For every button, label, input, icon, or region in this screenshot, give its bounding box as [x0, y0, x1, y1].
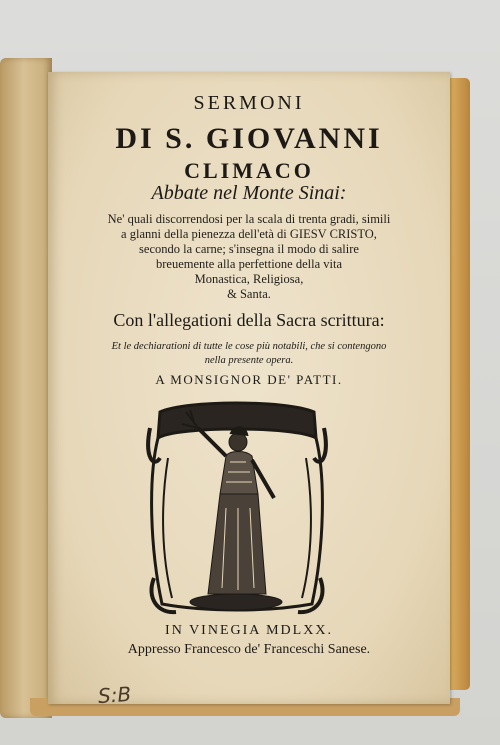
declarations-line: nella presente opera. — [204, 355, 294, 366]
imprint-place-year: IN VINEGIA MDLXX. — [165, 623, 333, 638]
description-line: breuemente alla perfettione della vita — [155, 257, 343, 271]
declarations-line: Et le dechiarationi di tutte le cose più notabili, che si contengono — [111, 341, 387, 352]
description-line: Monastica, Religiosa, — [194, 272, 304, 286]
handwritten-mark: S:B — [97, 681, 132, 709]
title-page — [48, 72, 450, 704]
description-line: & Santa. — [227, 287, 271, 301]
description-line: a glanni della pienezza dell'età di GIESV CRISTO, — [121, 227, 377, 241]
dedication-line: A MONSIGNOR DE' PATTI. — [155, 372, 343, 387]
printer-device-woodcut — [146, 398, 328, 620]
description-line: Ne' quali discorrendosi per la scala di trenta gradi, simili — [107, 212, 391, 226]
title-line-author: DI S. GIOVANNI — [115, 122, 383, 155]
description-line: secondo la carne; s'insegna il modo di salire — [139, 242, 359, 256]
declarations-block — [48, 340, 450, 368]
allegations-line: Con l'allegationi della Sacra scrittura: — [113, 310, 385, 330]
title-line-sermoni: SERMONI — [193, 92, 305, 114]
title-line-climaco: CLIMACO — [184, 158, 314, 183]
title-line-abbate: Abbate nel Monte Sinai: — [151, 182, 347, 204]
book-left-edge — [0, 58, 52, 718]
imprint-printer: Appresso Francesco de' Franceschi Sanese. — [127, 642, 371, 657]
description-block — [48, 212, 450, 302]
